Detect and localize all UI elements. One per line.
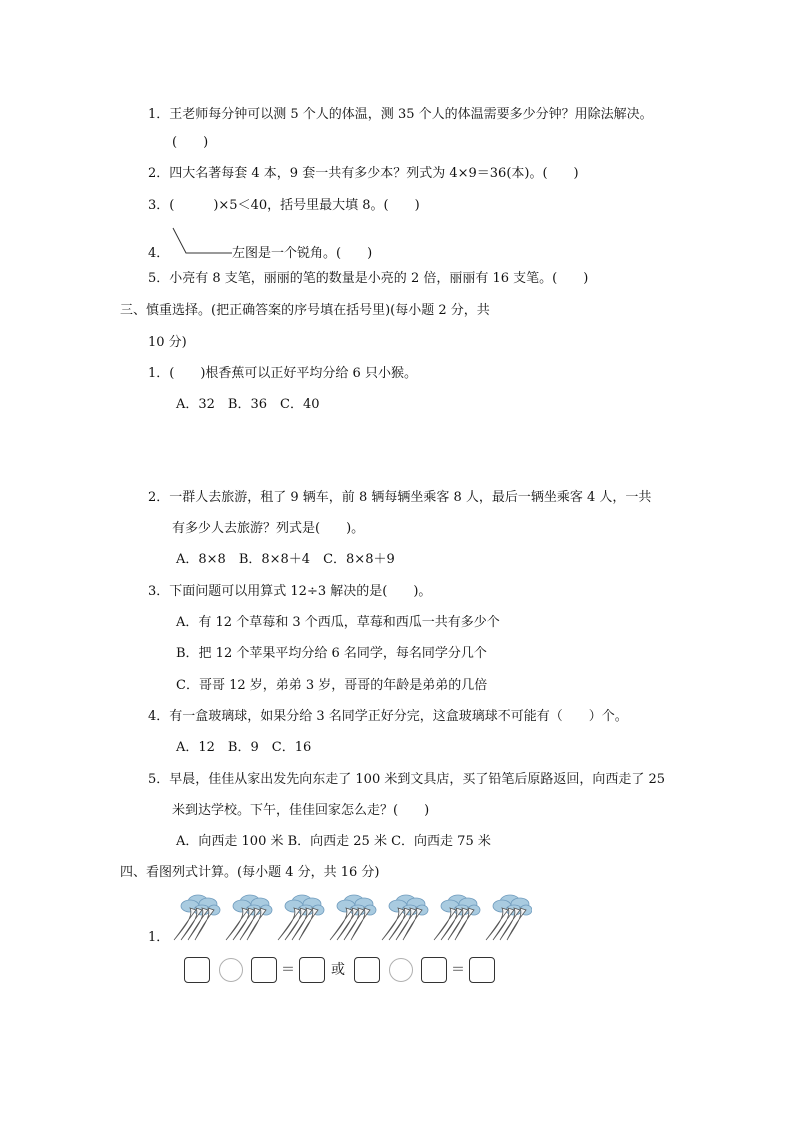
radish-bunch-icon [434,895,480,940]
p2-q2: 2．四大名著每套 4 本，9 套一共有多少本？列式为 4×9＝36(本)。( ) [148,166,579,181]
answer-box-6[interactable] [469,957,495,983]
p3-q3-option-b: B．把 12 个苹果平均分给 6 名同学，每名同学分几个 [176,646,487,661]
operator-circle-2[interactable] [389,958,413,982]
p3-q1: 1．( )根香蕉可以正好平均分给 6 只小猴。 [148,366,417,381]
part3-heading-line1: 三、慎重选择。(把正确答案的序号填在括号里)(每小题 2 分，共 [120,303,490,318]
p3-q3-option-c: C．哥哥 12 岁，弟弟 3 岁，哥哥的年龄是弟弟的几倍 [176,678,488,693]
p3-q3: 3．下面问题可以用算式 12÷3 解决的是( )。 [148,584,432,599]
p2-q4-text: 左图是一个锐角。( ) [232,246,373,261]
p3-q2-options: A．8×8 B．8×8＋4 C．8×8＋9 [176,552,395,567]
p3-q4-options: A．12 B．9 C．16 [176,740,312,755]
p3-q2-line2: 有多少人去旅游？列式是( )。 [172,521,365,536]
answer-box-2[interactable] [251,957,277,983]
p4-q1-number: 1． [148,930,170,945]
operator-circle-1[interactable] [219,958,243,982]
p3-q3-option-a: A．有 12 个草莓和 3 个西瓜，草莓和西瓜一共有多少个 [176,615,500,630]
answer-box-3[interactable] [299,957,325,983]
radish-bunch-icon [174,895,220,940]
radish-bunch-icon [278,895,324,940]
radish-bunches-picture [168,894,532,944]
radish-bunch-icon [382,895,428,940]
answer-box-4[interactable] [354,957,380,983]
answer-box-5[interactable] [421,957,447,983]
p2-q1-line1: 1．王老师每分钟可以测 5 个人的体温，测 35 个人的体温需要多少分钟？用除法解决。 [148,107,653,122]
acute-angle-figure [170,226,234,258]
p3-q1-options: A．32 B．36 C．40 [176,397,320,412]
equals-sign-2: ＝ [451,962,465,978]
p3-q5-line1: 5．早晨，佳佳从家出发先向东走了 100 米到文具店，买了铅笔后原路返回，向西走了 25 [148,772,666,787]
p3-q2-line1: 2．一群人去旅游，租了 9 辆车，前 8 辆每辆坐乘客 8 人，最后一辆坐乘客 4 人，一共 [148,490,652,505]
radish-bunch-icon [330,895,376,940]
equals-sign-1: ＝ [281,962,295,978]
p3-q5-options: A．向西走 100 米 B．向西走 25 米 C．向西走 75 米 [176,834,491,849]
p3-q5-line2: 米到达学校。下午，佳佳回家怎么走？( ) [172,803,430,818]
part3-heading-line2: 10 分) [148,335,187,350]
part4-heading: 四、看图列式计算。(每小题 4 分，共 16 分) [120,865,380,880]
or-label: 或 [331,962,345,978]
p2-q1-answer-paren: ( ) [172,135,209,150]
radish-bunch-icon [226,895,272,940]
p2-q3: 3．( )×5＜40，括号里最大填 8。( ) [148,198,420,213]
answer-box-1[interactable] [184,957,210,983]
p2-q4-number: 4． [148,246,170,261]
p3-q4: 4．有一盒玻璃球，如果分给 3 名同学正好分完，这盒玻璃球不可能有（ ）个。 [148,709,628,724]
radish-bunch-icon [486,895,532,940]
p2-q5: 5．小亮有 8 支笔，丽丽的笔的数量是小亮的 2 倍，丽丽有 16 支笔。( ) [148,271,589,286]
